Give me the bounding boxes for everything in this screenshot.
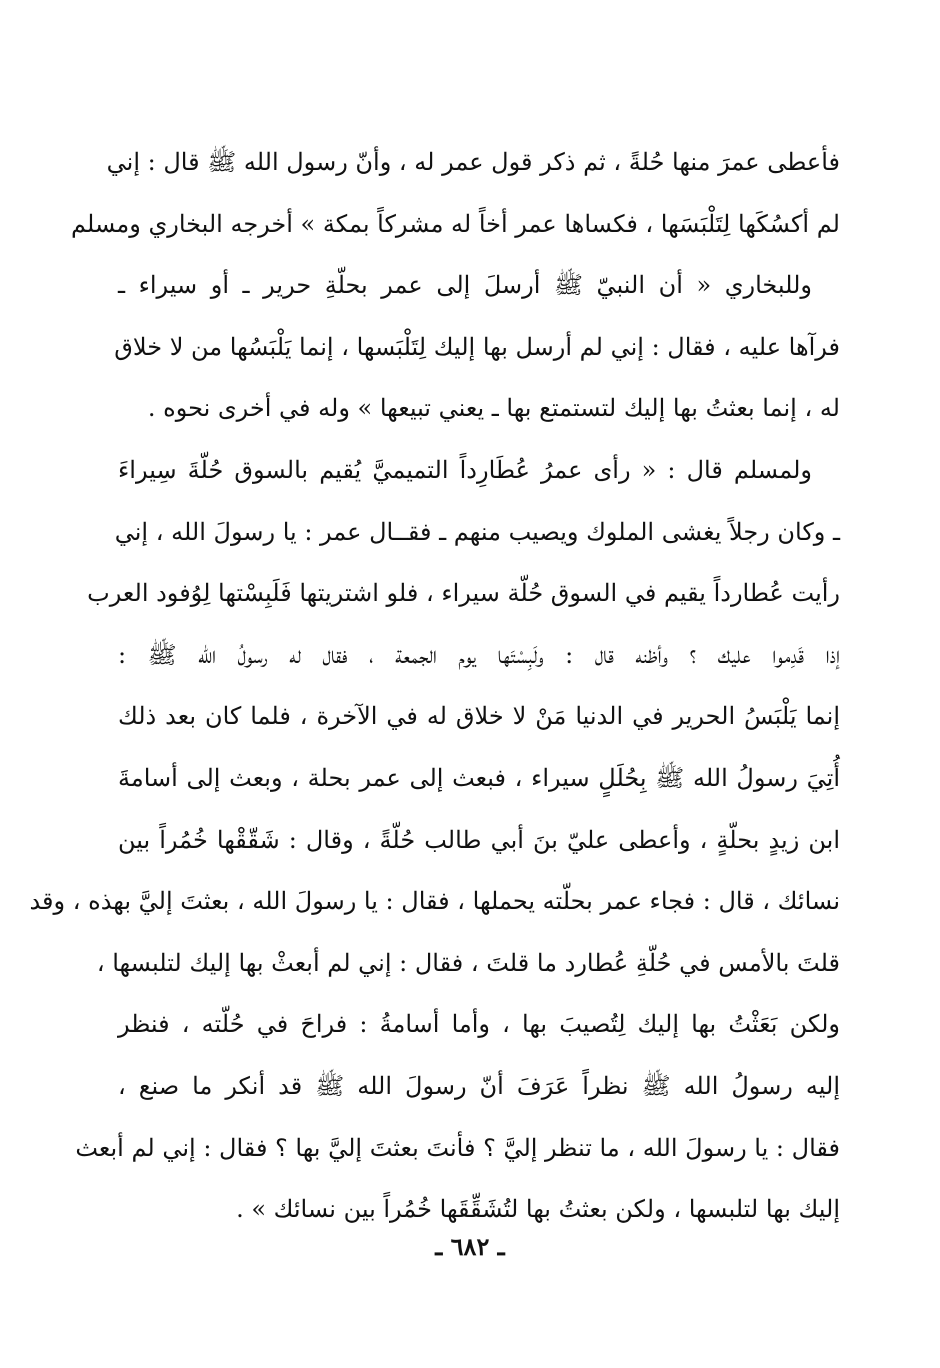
text-line-6: ولمسلم قال : « رأى عمرُ عُطَارِداً التميميَّ يُقيم بالسوق حُلّةَ سِيراءَ: [118, 455, 812, 484]
text-line-8: رأيت عُطارداً يقيم في السوق حُلّة سيراء ، فلو اشتريتها فَلَبِسْتها لِوُفود العرب: [87, 579, 840, 608]
text-line-1: فأعطى عمرَ منها حُلةً ، ثم ذكر قول عمر له ، وأنّ رسول الله ﷺ قال : إني: [106, 148, 840, 176]
text-line-13: نسائك ، قال : فجاء عمر بحلّته يحملها ، فقال : يا رسولَ الله ، بعثتَ إليَّ بهذه ، وقد: [29, 887, 840, 916]
text-line-11: أُتِيَ رسولُ الله ﷺ بِحُلَلٍ سيراء ، فبعث إلى عمر بحلة ، وبعث إلى أسامةَ: [118, 763, 840, 792]
text-line-9: إذا قَدِموا عليك ؟ وأظنه قال : ولَبِسْتَها يوم الجمعة ، فقال له رسولُ الله ﷺ :: [118, 640, 840, 669]
text-line-16: إليه رسولُ الله ﷺ نظراً عَرَفَ أنّ رسولَ الله ﷺ قد أنكر ما صنع ،: [118, 1071, 840, 1100]
text-line-14: قلتَ بالأمس في حُلّةِ عُطارد ما قلتَ ، فقال : إني لم أبعثْ بها إليك لتلبسها ،: [96, 948, 840, 977]
text-line-17: فقال : يا رسولَ الله ، ما تنظر إليَّ ؟ فأنتَ بعثتَ إليَّ بها ؟ فقال : إني لم أبعث: [75, 1133, 840, 1162]
body-text: [29, 132, 841, 1241]
text-line-2: لم أكسُكَها لِتَلْبَسَها ، فكساها عمر أخاً له مشركاً بمكة » أخرجه البخاري ومسلم: [71, 209, 840, 238]
text-line-7: ـ وكان رجلاً يغشى الملوك ويصيب منهم ـ فقــال عمر : يا رسولَ الله ، إني: [114, 517, 840, 546]
text-line-15: ولكن بَعَثْتُ بها إليك لِتُصيبَ بها ، وأما أسامةُ : فراحَ في حُلّته ، فنظر: [118, 1010, 841, 1039]
text-line-5: له ، إنما بعثتُ بها إليك لتستمتع بها ـ يعني تبيعها » وله في أخرى نحوه .: [147, 394, 840, 423]
text-line-4: فرآها عليه ، فقال : إني لم أرسل بها إليك لِتَلْبَسها ، إنما يَلْبَسُها من لا خلاق: [114, 332, 840, 361]
page-number: ـ ٦٨٢ ـ: [435, 1232, 505, 1261]
text-line-18: إليك بها لتلبسها ، ولكن بعثتُ بها لتُشَقِّقَها خُمُراً بين نسائك » .: [236, 1195, 840, 1224]
text-line-3: وللبخاري « أن النبيّ ﷺ أرسلَ إلى عمر بحلّةِ حرير ـ أو سيراء ـ: [118, 271, 812, 300]
text-line-10: إنما يَلْبَسُ الحرير في الدنيا مَنْ لا خلاق له في الآخرة ، فلما كان بعد ذلك: [118, 702, 840, 731]
text-line-12: ابن زيدٍ بحلّةٍ ، وأعطى عليّ بنَ أبي طالب حُلّةً ، وقال : شَقّقْها خُمُراً بين: [118, 825, 840, 854]
